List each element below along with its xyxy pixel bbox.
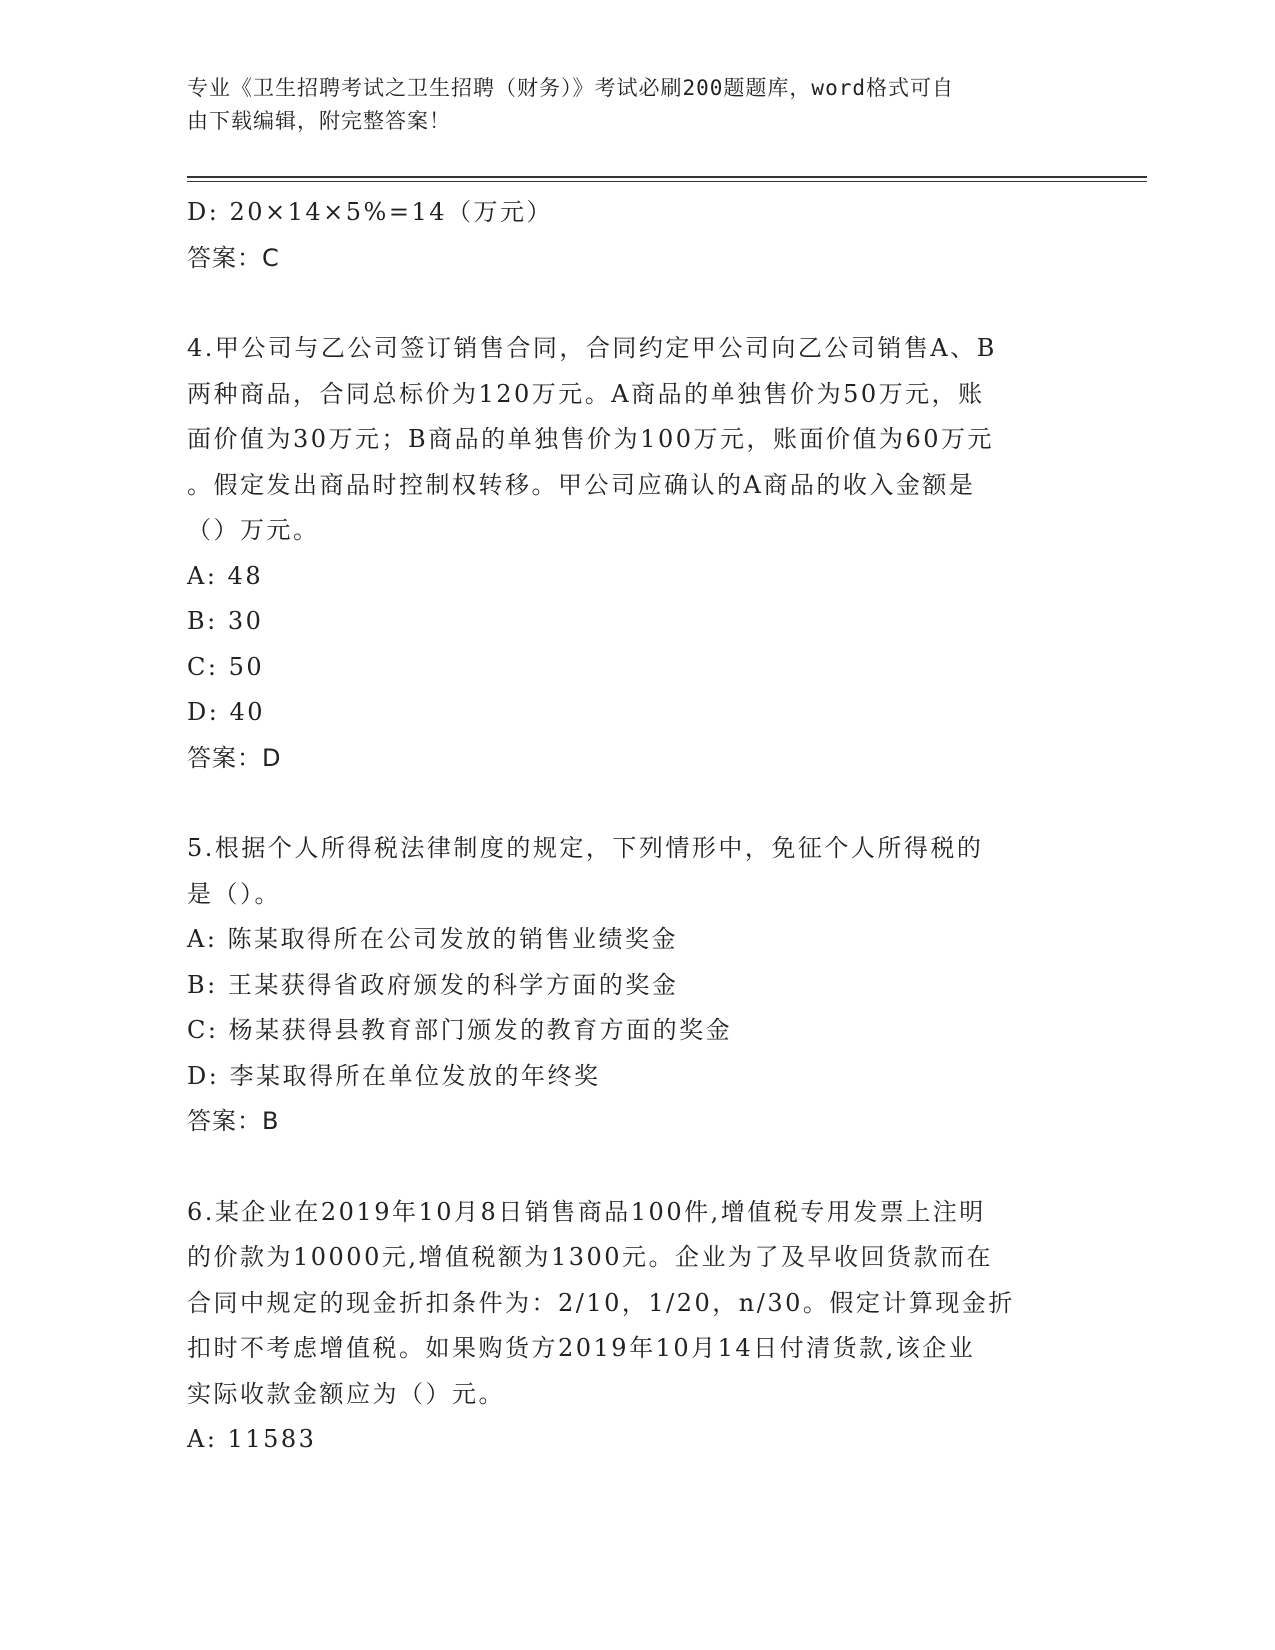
question-text-line: 两种商品，合同总标价为120万元。A商品的单独售价为50万元，账 bbox=[187, 379, 985, 408]
option-d: D: 20×14×5%=14（万元） bbox=[187, 198, 553, 226]
question-text-line: 6.某企业在2019年10月8日销售商品100件,增值税专用发票上注明 bbox=[187, 1197, 986, 1226]
answer-line: 答案：B bbox=[187, 1107, 280, 1135]
question-text-line: 实际收款金额应为（）元。 bbox=[187, 1379, 505, 1408]
page-header bbox=[187, 72, 1067, 138]
header-divider-thin bbox=[187, 181, 1147, 182]
question-text-line: 合同中规定的现金折扣条件为：2/10，1/20，n/30。假定计算现金折 bbox=[187, 1288, 1015, 1317]
header-line-2: 由下载编辑，附完整答案！ bbox=[187, 109, 451, 133]
option-a: A: 11583 bbox=[187, 1425, 317, 1453]
question-text-line: 面价值为30万元；B商品的单独售价为100万元，账面价值为60万元 bbox=[187, 425, 995, 453]
question-4 bbox=[187, 326, 1087, 781]
answer-line: 答案：C bbox=[187, 243, 280, 272]
question-3-tail bbox=[187, 190, 1087, 281]
question-5 bbox=[187, 826, 1087, 1145]
question-text-line: 是（）。 bbox=[187, 879, 281, 908]
option-c: C: 50 bbox=[187, 652, 265, 681]
question-text-line: （）万元。 bbox=[187, 516, 320, 544]
option-d: D: 40 bbox=[187, 698, 265, 726]
document-body bbox=[187, 190, 1087, 1463]
option-d: D: 李某取得所在单位发放的年终奖 bbox=[187, 1061, 601, 1090]
spacer bbox=[187, 281, 1087, 326]
question-text-line: 。假定发出商品时控制权转移。甲公司应确认的A商品的收入金额是 bbox=[187, 470, 976, 499]
question-text-line: 5.根据个人所得税法律制度的规定，下列情形中，免征个人所得税的 bbox=[187, 834, 984, 862]
question-text-line: 扣时不考虑增值税。如果购货方2019年10月14日付清货款,该企业 bbox=[187, 1334, 976, 1362]
spacer bbox=[187, 781, 1087, 826]
option-b: B: 王某获得省政府颁发的科学方面的奖金 bbox=[187, 970, 679, 999]
option-c: C: 杨某获得县教育部门颁发的教育方面的奖金 bbox=[187, 1016, 733, 1044]
question-text-line: 的价款为10000元,增值税额为1300元。企业为了及早收回货款而在 bbox=[187, 1243, 994, 1271]
header-line-1: 专业《卫生招聘考试之卫生招聘（财务）》考试必刷200题题库，word格式可自 bbox=[187, 76, 954, 100]
question-text-line: 4.甲公司与乙公司签订销售合同，合同约定甲公司向乙公司销售A、B bbox=[187, 334, 997, 362]
answer-line: 答案：D bbox=[187, 743, 282, 772]
option-a: A: 48 bbox=[187, 561, 264, 590]
option-a: A: 陈某取得所在公司发放的销售业绩奖金 bbox=[187, 925, 679, 953]
question-6 bbox=[187, 1190, 1087, 1463]
option-b: B: 30 bbox=[187, 607, 264, 635]
spacer bbox=[187, 1145, 1087, 1190]
header-divider-thick bbox=[187, 176, 1147, 178]
